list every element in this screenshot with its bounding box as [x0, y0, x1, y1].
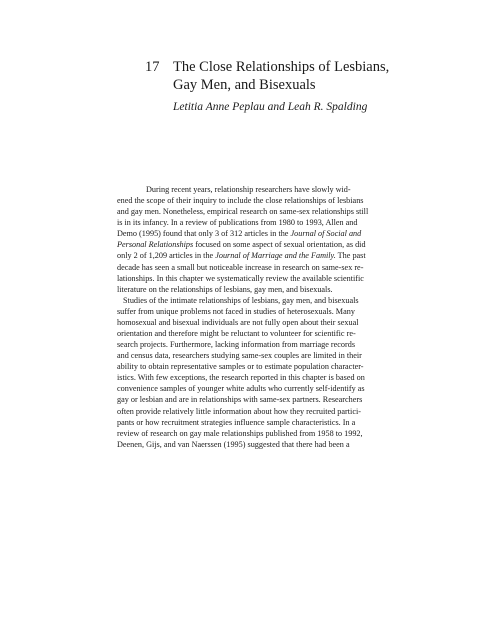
- body-line: literature on the relationships of lesbians, gay men, and bisexuals.: [117, 284, 333, 294]
- body-line: and census data, researchers studying same-sex couples are limited in their: [117, 351, 362, 361]
- body-line: pants or how recruitment strategies influence sample characteristics. In a: [117, 417, 356, 427]
- body-line: Deenen, Gijs, and van Naerssen (1995) suggested that there had been a: [117, 439, 350, 449]
- body-text: [117, 184, 387, 450]
- chapter-authors: Letitia Anne Peplau and Leah R. Spalding: [173, 101, 368, 113]
- body-line: decade has seen a small but noticeable increase in research on same-sex re-: [117, 262, 364, 272]
- body-line: and gay men. Nonetheless, empirical research on same-sex relationships still: [117, 207, 369, 217]
- body-line: convenience samples of younger white adults who currently self-identify as: [117, 384, 365, 394]
- body-line: often provide relatively little information about how they recruited partici-: [117, 406, 361, 416]
- chapter-title: The Close Relationships of Lesbians,: [173, 59, 390, 75]
- body-line: review of research on gay male relationships published from 1958 to 1992,: [117, 428, 363, 438]
- journal-title: Journal of Marriage and the Family.: [215, 251, 336, 261]
- body-line: During recent years, relationship researchers have slowly wid-: [146, 185, 351, 194]
- body-line: search projects. Furthermore, lacking information from marriage records: [117, 340, 356, 350]
- body-line: homosexual and bisexual individuals are not fully open about their sexual: [117, 317, 359, 327]
- body-line: [117, 250, 387, 261]
- body-line: suffer from unique problems not faced in studies of heterosexuals. Many: [117, 306, 355, 316]
- body-line: gay or lesbian and are in relationships with same-sex partners. Researchers: [117, 395, 363, 405]
- body-line: ability to obtain representative samples or to estimate population character-: [117, 362, 364, 372]
- journal-title: Journal of Social and: [290, 229, 362, 239]
- body-text-segment: only 2 of 1,209 articles in the: [117, 251, 216, 261]
- body-line: [117, 239, 387, 250]
- chapter-heading: [145, 58, 445, 94]
- body-line: orientation and therefore might be reluctant to volunteer for scientific re-: [117, 329, 356, 339]
- body-line: ened the scope of their inquiry to include the close relationships of lesbians: [117, 196, 364, 206]
- body-text-segment: focused on some aspect of sexual orientation, as did: [193, 240, 366, 250]
- chapter-number: 17: [145, 59, 160, 75]
- body-line: Studies of the intimate relationships of lesbians, gay men, and bisexuals: [123, 295, 359, 305]
- body-text-segment: Demo (1995) found that only 3 of 312 articles in the: [117, 229, 291, 239]
- chapter-title-line-2: Gay Men, and Bisexuals: [173, 77, 316, 93]
- body-line: lationships. In this chapter we systematically review the available scientific: [117, 273, 364, 283]
- body-text-segment: The past: [335, 251, 366, 261]
- chapter-title-line-1: [145, 58, 445, 76]
- body-line: istics. With few exceptions, the research reported in this chapter is based on: [117, 373, 365, 383]
- body-line: is in its infancy. In a review of publications from 1980 to 1993, Allen and: [117, 218, 358, 228]
- journal-title: Personal Relationships: [117, 240, 194, 250]
- body-line: [117, 228, 387, 239]
